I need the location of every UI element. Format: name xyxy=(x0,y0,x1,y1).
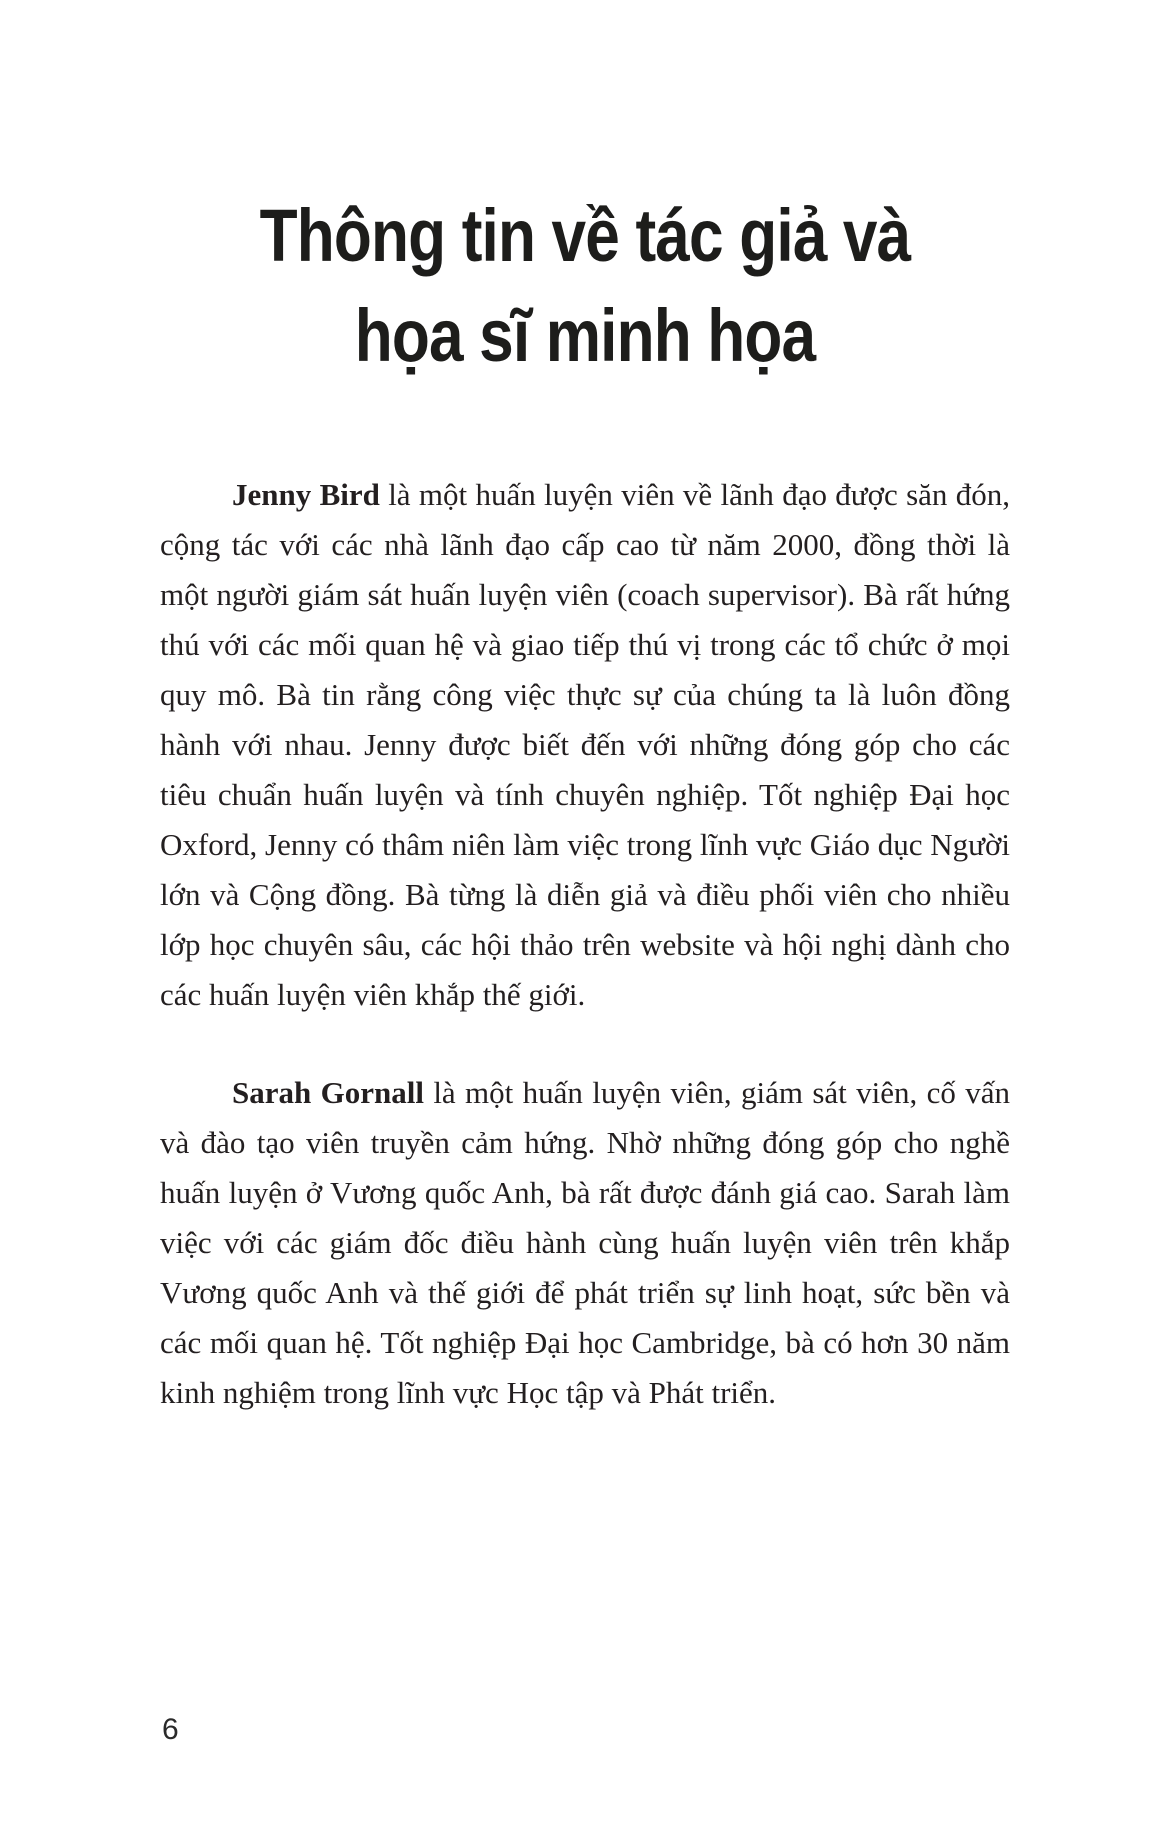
page-title xyxy=(228,186,942,386)
book-page xyxy=(0,186,1166,1848)
paragraph-sarah-gornall xyxy=(160,1068,1010,1418)
author-name-sarah-gornall: Sarah Gornall xyxy=(232,1075,424,1110)
paragraph-jenny-bird xyxy=(160,470,1010,1020)
paragraph-jenny-bird-text: là một huấn luyện viên về lãnh đạo được săn đón, cộng tác với các nhà lãnh đạo cấp cao từ năm 2000, đồng thời là một người giám sát huấn luyện viên (coach supervisor). Bà rất hứng thú với các mối quan hệ và giao tiếp thú vị trong các tổ chức ở mọi quy mô. Bà tin rằng công việc thực sự của chúng ta là luôn đồng hành với nhau. Jenny được biết đến với những đóng góp cho các tiêu chuẩn huấn luyện và tính chuyên nghiệp. Tốt nghiệp Đại học Oxford, Jenny có thâm niên làm việc trong lĩnh vực Giáo dục Người lớn và Cộng đồng. Bà từng là diễn giả và điều phối viên cho nhiều lớp học chuyên sâu, các hội thảo trên website và hội nghị dành cho các huấn luyện viên khắp thế giới. xyxy=(160,477,1010,1012)
page-title-line-1: Thông tin về tác giả và xyxy=(259,194,911,277)
page-number: 6 xyxy=(162,1713,179,1746)
page-content xyxy=(0,186,1166,1418)
body-text xyxy=(160,470,1010,1418)
author-name-jenny-bird: Jenny Bird xyxy=(232,477,380,512)
paragraph-sarah-gornall-text: là một huấn luyện viên, giám sát viên, cố vấn và đào tạo viên truyền cảm hứng. Nhờ những đóng góp cho nghề huấn luyện ở Vương quốc Anh, bà rất được đánh giá cao. Sarah làm việc với các giám đốc điều hành cùng huấn luyện viên trên khắp Vương quốc Anh và thế giới để phát triển sự linh hoạt, sức bền và các mối quan hệ. Tốt nghiệp Đại học Cambridge, bà có hơn 30 năm kinh nghiệm trong lĩnh vực Học tập và Phát triển. xyxy=(160,1075,1010,1410)
page-title-line-2: họa sĩ minh họa xyxy=(354,294,816,377)
